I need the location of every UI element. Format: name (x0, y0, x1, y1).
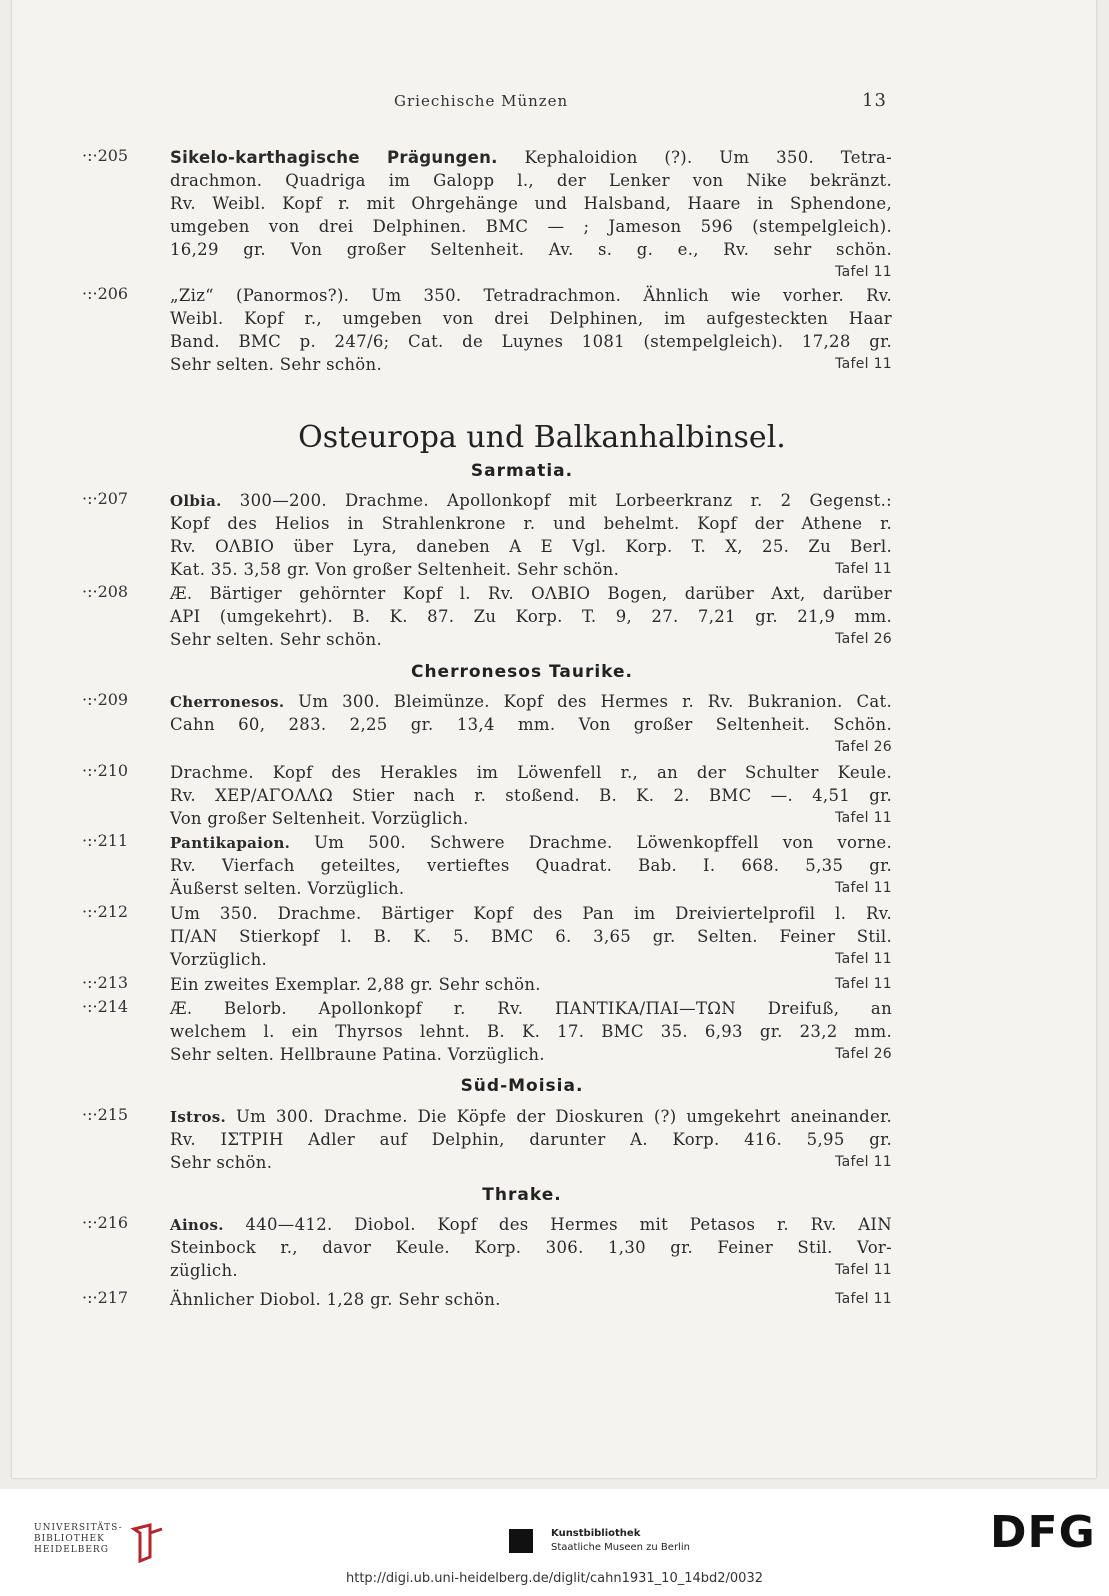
plate-ref: Tafel 26 (835, 1046, 892, 1062)
plate-ref: Tafel 11 (835, 356, 892, 372)
plate-ref: Tafel 11 (835, 1154, 892, 1170)
plate-ref: Tafel 11 (835, 810, 892, 826)
plate-ref: Tafel 11 (835, 561, 892, 577)
entry-line: Sikelo-karthagische Prägungen. Kephaloidion (?). Um 350. Tetra- (170, 148, 892, 167)
plate-ref: Tafel 11 (835, 951, 892, 967)
entry-number: ·:·209 (82, 690, 129, 709)
entry-heading: Istros. (170, 1108, 227, 1126)
permalink-url[interactable]: http://digi.ub.uni-heidelberg.de/diglit/cahn1931_10_14bd2/0032 (346, 1571, 763, 1586)
section-title: Osteuropa und Balkanhalbinsel. (298, 420, 786, 455)
entry-line: Cahn 60, 283. 2,25 gr. 13,4 mm. Von großer Seltenheit. Schön. (170, 715, 892, 734)
plate-ref: Tafel 11 (835, 976, 892, 992)
entry-number: ·:·215 (82, 1105, 129, 1124)
catalog-entry-214 (82, 997, 892, 1066)
catalog-entry-212 (82, 902, 892, 971)
region-heading: Sarmatia. (470, 461, 574, 481)
entry-line: Vorzüglich. Tafel 11 (170, 950, 892, 969)
entry-line: Æ. Belorb. Apollonkopf r. Rv. ΠΑΝΤΙΚΑ/ΠΑΙ—ΤΩΝ Dreifuß, an (170, 999, 892, 1018)
entry-line: 16,29 gr. Von großer Seltenheit. Av. s. g. e., Rv. sehr schön. (170, 240, 892, 259)
entry-line: Ähnlicher Diobol. 1,28 gr. Sehr schön. Tafel 11 (170, 1290, 892, 1309)
entry-heading: Cherronesos. (170, 693, 285, 711)
entry-line: welchem l. ein Thyrsos lehnt. B. K. 17. BMC 35. 6,93 gr. 23,2 mm. (170, 1022, 892, 1041)
catalog-entry-216 (82, 1213, 892, 1282)
running-title: Griechische Münzen (394, 92, 569, 110)
kb-subtitle: Staatliche Museen zu Berlin (551, 1542, 690, 1553)
entry-line: Rv. ΧΕΡ/ΑΓΟΛΛΩ Stier nach r. stoßend. B. K. 2. BMC —. 4,51 gr. (170, 786, 892, 805)
entry-line: Æ. Bärtiger gehörnter Kopf l. Rv. ΟΛΒΙΟ Bogen, darüber Axt, darüber (170, 584, 892, 603)
entry-line: Istros. Um 300. Drachme. Die Köpfe der Dioskuren (?) umgekehrt aneinander. (170, 1107, 892, 1126)
catalog-entry-207 (82, 489, 892, 581)
entry-line: Steinbock r., davor Keule. Korp. 306. 1,30 gr. Feiner Stil. Vor- (170, 1238, 892, 1257)
entry-line: Olbia. 300—200. Drachme. Apollonkopf mit Lorbeerkranz r. 2 Gegenst.: (170, 491, 892, 510)
viewer-footer (0, 1489, 1109, 1596)
entry-number: ·:·214 (82, 997, 129, 1016)
entry-number: ·:·208 (82, 582, 129, 601)
plate-ref: Tafel 11 (835, 264, 892, 280)
catalog-entry-209 (82, 690, 892, 759)
entry-line: „Ziz“ (Panormos?). Um 350. Tetradrachmon. Ähnlich wie vorher. Rv. (170, 286, 892, 305)
entry-line: Rv. ΟΛΒΙΟ über Lyra, daneben Α Ε Vgl. Korp. T. X, 25. Zu Berl. (170, 537, 892, 556)
entry-number: ·:·206 (82, 284, 129, 303)
entry-number: ·:·207 (82, 489, 129, 508)
entry-number: ·:·205 (82, 146, 129, 165)
entry-line (170, 261, 892, 284)
entry-line: Rv. ΙΣΤΡΙΗ Adler auf Delphin, darunter Α. Korp. 416. 5,95 gr. (170, 1130, 892, 1149)
entry-line: umgeben von drei Delphinen. BMC — ; Jameson 596 (stempelgleich). (170, 217, 892, 236)
entry-line: Sehr selten. Hellbraune Patina. Vorzüglich. Tafel 26 (170, 1045, 892, 1064)
entry-heading: Sikelo-karthagische Prägungen. (170, 148, 498, 167)
entry-line: Sehr selten. Sehr schön. Tafel 11 (170, 355, 892, 374)
entry-heading: Ainos. (170, 1216, 224, 1234)
catalog-entry-213 (82, 973, 892, 996)
plate-ref: Tafel 11 (835, 880, 892, 896)
entry-heading: Olbia. (170, 492, 222, 510)
catalog-entry-206 (82, 284, 892, 376)
entry-line: Von großer Seltenheit. Vorzüglich. Tafel 11 (170, 809, 892, 828)
region-heading: Thrake. (482, 1185, 562, 1205)
entry-line: Kopf des Helios in Strahlenkrone r. und behelmt. Kopf der Athene r. (170, 514, 892, 533)
entry-line: Drachme. Kopf des Herakles im Löwenfell r., an der Schulter Keule. (170, 763, 892, 782)
entry-heading: Pantikapaion. (170, 834, 291, 852)
catalog-entry-210 (82, 761, 892, 830)
entry-line: züglich. Tafel 11 (170, 1261, 892, 1280)
plate-ref: Tafel 26 (835, 631, 892, 647)
entry-line: Rv. Weibl. Kopf r. mit Ohrgehänge und Halsband, Haare in Sphendone, (170, 194, 892, 213)
entry-line: Weibl. Kopf r., umgeben von drei Delphinen, im aufgesteckten Haar (170, 309, 892, 328)
entry-line: Ein zweites Exemplar. 2,88 gr. Sehr schön. Tafel 11 (170, 975, 892, 994)
entry-number: ·:·210 (82, 761, 129, 780)
entry-line: Pantikapaion. Um 500. Schwere Drachme. Löwenkopffell von vorne. (170, 833, 892, 852)
book-page (12, 0, 1096, 1478)
dfg-logo[interactable]: DFG (990, 1507, 1096, 1558)
entry-line: Ainos. 440—412. Diobol. Kopf des Hermes mit Petasos r. Rv. ΑΙΝ (170, 1215, 892, 1234)
catalog-entry-215 (82, 1105, 892, 1174)
kunstbibliothek-logo[interactable] (509, 1525, 709, 1559)
ub-logo-text: UNIVERSITÄTS- BIBLIOTHEK HEIDELBERG (34, 1523, 123, 1555)
catalog-entry-217 (82, 1288, 892, 1311)
catalog-entry-208 (82, 582, 892, 651)
entry-number: ·:·213 (82, 973, 129, 992)
entry-number: ·:·212 (82, 902, 129, 921)
entry-line: Π/ΑΝ Stierkopf l. B. K. 5. BMC 6. 3,65 gr. Selten. Feiner Stil. (170, 927, 892, 946)
region-heading: Cherronesos Taurike. (410, 662, 634, 682)
kb-name: Kunstbibliothek (551, 1528, 641, 1539)
entry-line: ΑΡΙ (umgekehrt). B. K. 87. Zu Korp. T. 9, 27. 7,21 gr. 21,9 mm. (170, 607, 892, 626)
ub-emblem-icon (130, 1523, 166, 1563)
entry-line: Band. BMC p. 247/6; Cat. de Luynes 1081 (stempelgleich). 17,28 gr. (170, 332, 892, 351)
page-number: 13 (862, 90, 887, 111)
entry-number: ·:·216 (82, 1213, 129, 1232)
entry-line: Sehr schön. Tafel 11 (170, 1153, 892, 1172)
entry-number: ·:·211 (82, 831, 129, 850)
entry-line: Um 350. Drachme. Bärtiger Kopf des Pan im Dreiviertelprofil l. Rv. (170, 904, 892, 923)
region-heading: Süd-Moisia. (460, 1076, 584, 1096)
plate-ref: Tafel 11 (835, 1291, 892, 1307)
kunstbibliothek-icon (509, 1529, 533, 1553)
entry-line: Rv. Vierfach geteiltes, vertieftes Quadrat. Bab. I. 668. 5,35 gr. (170, 856, 892, 875)
entry-line: Cherronesos. Um 300. Bleimünze. Kopf des Hermes r. Rv. Bukranion. Cat. (170, 692, 892, 711)
entry-line: Kat. 35. 3,58 gr. Von großer Seltenheit. Sehr schön. Tafel 11 (170, 560, 892, 579)
running-header (12, 92, 1096, 116)
entry-line: Sehr selten. Sehr schön. Tafel 26 (170, 630, 892, 649)
entry-line: Äußerst selten. Vorzüglich. Tafel 11 (170, 879, 892, 898)
plate-ref: Tafel 11 (835, 1262, 892, 1278)
plate-ref: Tafel 26 (835, 739, 892, 755)
catalog-entry-211 (82, 831, 892, 900)
university-library-logo[interactable] (34, 1523, 144, 1563)
entry-line (170, 736, 892, 759)
catalog-entry-205 (82, 146, 892, 284)
entry-number: ·:·217 (82, 1288, 129, 1307)
entry-line: drachmon. Quadriga im Galopp l., der Lenker von Nike bekränzt. (170, 171, 892, 190)
